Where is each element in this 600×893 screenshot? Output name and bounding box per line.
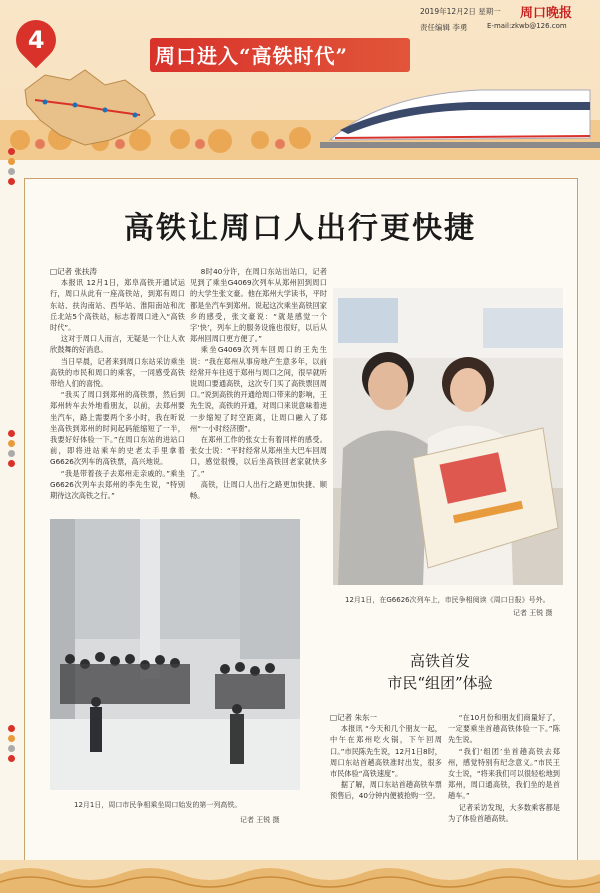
decorative-dots: [8, 148, 18, 188]
paragraph: 乘坐G4069次列车回周口的王先生说：“我在郑州从事房地产生意多年，以前经常开车往返于郑州与周口之间，很早就听说周口要通高铁，这次专门买了高铁票回周口。”说到高铁的开通给周口带来的影响，王先生说，高铁的开通，对周口来说意味着进一步缩短了时空距离，让周口融入了郑州“一小时经济圈”。: [190, 345, 327, 433]
paragraph: 本报讯 “今天和几个朋友一起，中午在郑州吃火锅，下午回周口。”市民陈先生说，12月1日8时，周口东站首趟高铁准时出发，很多市民体验“高铁速度”。: [330, 724, 442, 779]
paragraph: 高铁，让周口人出行之路更加快捷、顺畅。: [190, 479, 327, 501]
paragraph: 在郑州工作的张女士有着同样的感受。张女士说：“平时经常从郑州坐大巴车回周口，感觉很慢，以后坐高铁回老家就快多了。”: [190, 435, 327, 478]
paragraph: 据了解，周口东站首趟高铁车票预售后，40分钟内便被抢购一空。: [330, 780, 442, 801]
paragraph: 记者采访发现，大多数乘客都是为了体验首趟高铁。: [448, 802, 560, 823]
sub-headline-line-2: 市民“组团”体验: [387, 674, 493, 692]
editor-line: 责任编辑 李勇: [420, 23, 468, 32]
paragraph: “我们‘组团’坐首趟高铁去郑州，感觉特别有纪念意义。”市民王女士说，“将来我们可以很轻松地到郑州，周口通高铁，我们坐的是首趟车。”: [448, 746, 560, 801]
station-hall-photo: [50, 519, 300, 790]
photo-credit-right: 记者 王锐 摄: [513, 609, 553, 617]
paragraph: “我买了周口到郑州的高铁票，然后到郑州转车去外地看朋友，以前，去郑州要坐汽车，路上需要两个多小时，我在听说坐高铁到郑州的时间起码能缩短了一半，我要好好体验一下。”在周口东站的进站口前，即将进站乘车的史老太手里拿着G6626次列车的高铁票，高兴地说。: [50, 390, 185, 467]
paragraph: “我是带着孩子去郑州走亲戚的。”乘坐G6626次列车去郑州的李先生说，“特别期待这次高铁之行。”: [50, 468, 185, 501]
paragraph: “在10月份和朋友们商量好了，一定要乘坐首趟高铁体验一下。”陈先生说。: [448, 713, 560, 745]
page-number-badge: 4: [8, 12, 65, 69]
decorative-dots: [8, 725, 18, 765]
paragraph: 当日早晨，记者来到周口东站采访乘坐高铁的市民和周口的乘客，一同感受高铁带给人们的喜悦。: [50, 356, 185, 389]
photo-credit-left: 记者 王锐 摄: [240, 816, 280, 824]
paragraph: 8时40分许，在周口东站出站口，记者见到了乘坐G4069次列车从郑州回到周口的大学生张文豪。他在郑州大学读书，平时都是坐汽车到郑州。说起这次乘坐高铁回家乡的感受，张文豪说：“就是感觉一个字‘快’，列车上的服务设施也很好，以后从郑州回周口更方便了。”: [190, 267, 327, 344]
article-byline: □记者 张扶涛: [50, 267, 97, 276]
decorative-footer-wave: [0, 860, 600, 893]
paragraph: 这对于周口人而言，无疑是一个让人欢欣鼓舞的好消息。: [50, 334, 185, 355]
article2-column-2: [448, 712, 560, 824]
article-headline: 高铁让周口人出行更快捷: [124, 211, 476, 246]
sub-headline: [350, 650, 530, 694]
article-column-1: [50, 266, 185, 501]
article-column-2: [190, 266, 327, 501]
high-speed-train-icon: [320, 60, 600, 160]
email-address: E-mail:zkwb@126.com: [487, 22, 567, 30]
article2-byline: □记者 朱东一: [330, 713, 377, 722]
decorative-dots: [8, 430, 18, 470]
paragraph: 本报讯 12月1日，郑阜高铁开通试运行，周口从此有一座高铁站，到郑有周口东站、扶沟南站、西华站、淮阳南站和沈丘北站5个高铁站，标志着周口进入“高铁时代”。: [50, 278, 185, 333]
sub-headline-line-1: 高铁首发: [409, 652, 470, 670]
photo-caption-left: 12月1日，周口市民争相乘坐周口始发的第一列高铁。: [74, 801, 242, 809]
photo-caption-right: 12月1日，在G6626次列车上，市民争相阅读《周口日报》号外。: [345, 596, 550, 604]
newspaper-brand-logo: 周口晚报: [520, 6, 573, 21]
article2-column-1: [330, 712, 442, 802]
section-title: 周口进入“高铁时代”: [155, 44, 349, 68]
issue-date: 2019年12月2日 星期一: [420, 7, 501, 16]
train-passengers-photo: [333, 288, 563, 585]
region-map-icon: [15, 60, 165, 155]
page-header: [0, 0, 600, 160]
